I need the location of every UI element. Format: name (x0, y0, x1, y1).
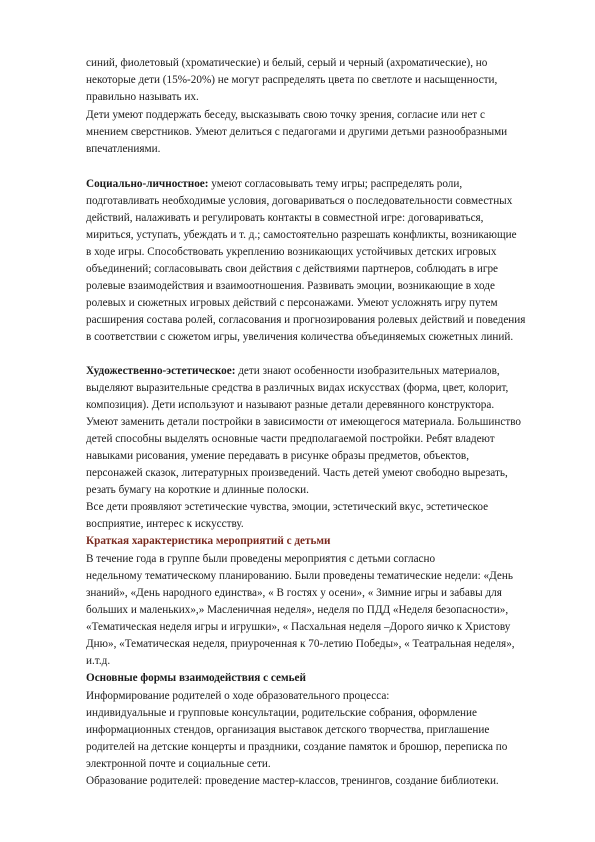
text-line: родителей на детские концерты и праздники, создание памяток и брошюр, переписка по (86, 741, 508, 753)
text-line: Образование родителей: проведение мастер-классов, тренингов, создание библиотеки. (86, 775, 499, 787)
text-line: больших и маленьких»,» Масленичная неделя», неделя по ПДД «Неделя безопасности», (86, 604, 509, 616)
text-line: расширения состава ролей, согласования и прогнозирования ролевых действий и поведения (86, 314, 526, 326)
text-line: информационных стендов, организация выставок детского творчества, приглашение (86, 724, 490, 736)
text-span: дети знают особенности изобразительных материалов, (235, 365, 500, 377)
text-line: Дню», «Тематическая неделя, приуроченная к 70-летию Победы», « Театральная неделя», (86, 638, 515, 650)
text-line: Все дети проявляют эстетические чувства, эмоции, эстетический вкус, эстетическое (86, 501, 489, 513)
family-heading: Основные формы взаимодействия с семьей (86, 672, 306, 684)
text-line: В течение года в группе были проведены мероприятия с детьми согласно (86, 553, 436, 565)
text-line: объединений; согласовывать свои действия с действиями партнеров, соблюдать в игре (86, 263, 499, 275)
text-line: подготавливать необходимые условия, договариваться о последовательности совместных (86, 195, 513, 207)
text-line: действий, налаживать и регулировать контакты в совместной игре: договариваться, (86, 212, 484, 224)
text-line: мириться, уступать, убеждать и т. д.; самостоятельно разрешать конфликты, возникающие (86, 229, 517, 241)
text-line: Информирование родителей о ходе образовательного процесса: (86, 690, 390, 702)
text-line: Дети умеют поддержать беседу, высказывать свою точку зрения, согласие или нет с (86, 109, 485, 121)
events-heading: Краткая характеристика мероприятий с детьми (86, 535, 331, 547)
text-line: ролевых и сюжетных игровых действий с персонажами. Умеют усложнять игру путем (86, 297, 498, 309)
text-line: электронной почте и социальные сети. (86, 758, 271, 770)
text-line: недельному тематическому планированию. Были проведены тематические недели: «День (86, 570, 513, 582)
section-label-social: Социально-личностное: (86, 178, 209, 190)
text-line: резать бумагу на короткие и длинные полоски. (86, 484, 309, 496)
text-line: впечатлениями. (86, 143, 161, 155)
text-line: индивидуальные и групповые консультации, родительские собрания, оформление (86, 707, 477, 719)
text-line: синий, фиолетовый (хроматические) и белый, серый и черный (ахроматические), но (86, 57, 488, 69)
section-label-art: Художественно-эстетическое: (86, 365, 236, 377)
text-line: правильно называть их. (86, 91, 199, 103)
text-line: детей способны выделять основные части предполагаемой постройки. Ребят владеют (86, 433, 495, 445)
text-line: композиция). Дети используют и называют разные детали деревянного конструктора. (86, 399, 495, 411)
text-line: в ходе игры. Способствовать укреплению возникающих устойчивых детских игровых (86, 246, 497, 258)
text-line: восприятие, интерес к искусству. (86, 518, 244, 530)
text-line: в соответствии с сюжетом игры, увеличения количества объединяемых сюжетных линий. (86, 331, 514, 343)
text-line: знаний», «День народного единства», « В гостях у осени», « Зимние игры и забавы для (86, 587, 502, 599)
social-first-line (86, 176, 462, 193)
text-line: Умеют заменить детали постройки в зависимости от имеющегося материала. Большинство (86, 416, 522, 428)
text-line: выделяют выразительные средства в различных видах искусствах (форма, цвет, колорит, (86, 382, 509, 394)
text-line: персонажей сказок, литературных произведений. Часть детей умеют свободно вырезать, (86, 467, 508, 479)
text-line: мнением сверстников. Умеют делиться с педагогами и другими детьми разнообразными (86, 126, 508, 138)
text-line: и.т.д. (86, 655, 111, 667)
text-line: некоторые дети (15%-20%) не могут распределять цвета по светлоте и насыщенности, (86, 74, 498, 86)
text-span: умеют согласовывать тему игры; распределять роли, (208, 178, 463, 190)
text-line: «Тематическая неделя игры и игрушки», « Пасхальная неделя –Дорого яичко к Христову (86, 621, 511, 633)
art-first-line (86, 363, 500, 380)
text-line: ролевые взаимодействия и взаимоотношения. Развивать эмоции, возникающие в ходе (86, 280, 495, 292)
text-line: навыками рисования, умение передавать в рисунке образы предметов, объектов, (86, 450, 470, 462)
